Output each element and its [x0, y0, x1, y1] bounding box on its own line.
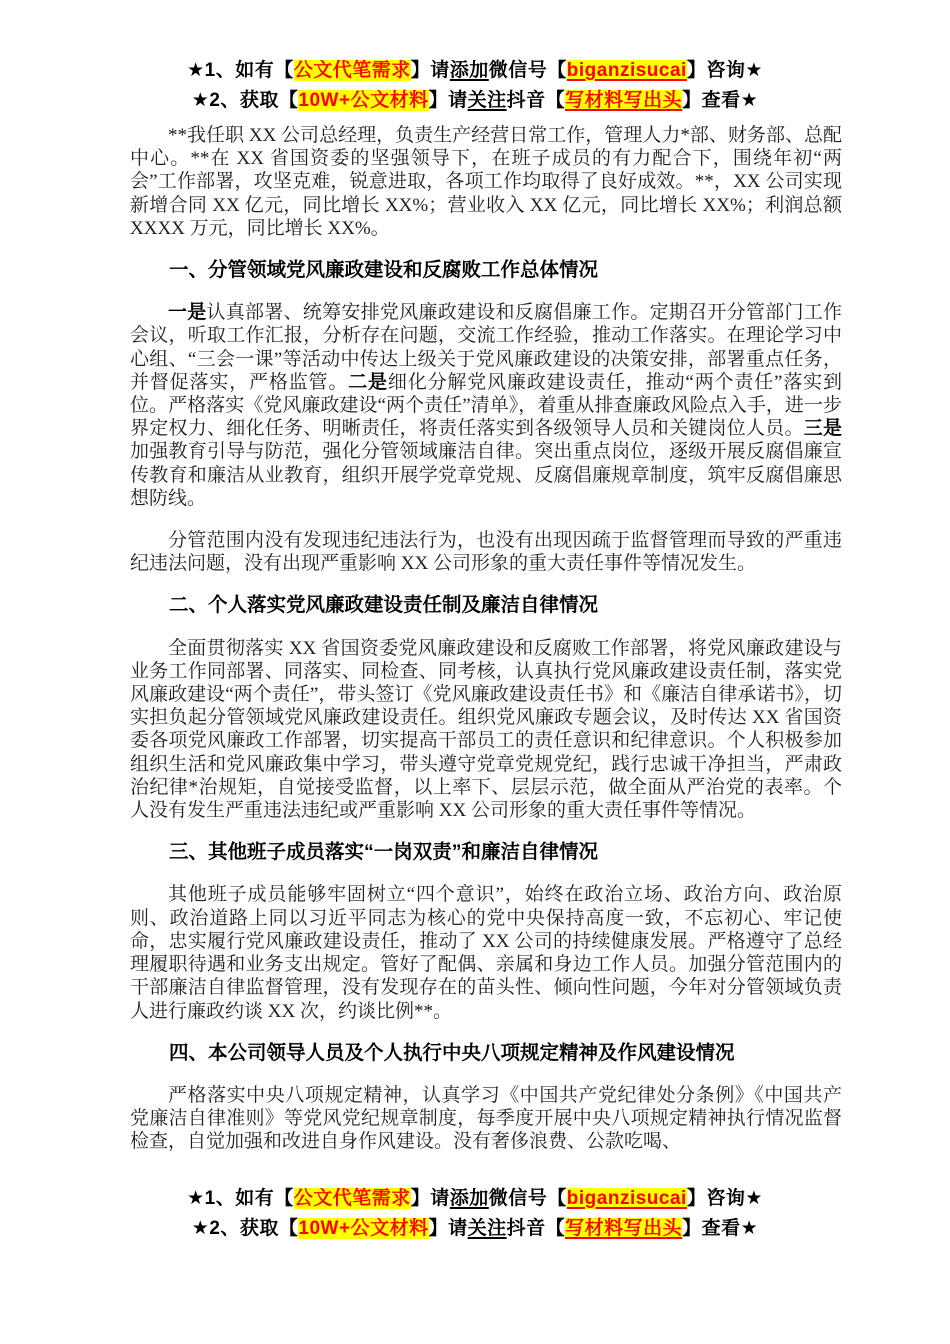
text-segment: ★2、获取【 — [191, 90, 299, 111]
text-segment: 三是 — [803, 418, 842, 440]
text-segment: 】请 — [428, 90, 468, 111]
text-segment: 写材料写出头 — [565, 1217, 683, 1239]
text-segment: 】查看★ — [682, 90, 759, 111]
text-segment: 三、其他班子成员落实“一岗双责”和廉洁自律情况 — [169, 841, 599, 864]
ad-banner-top — [0, 0, 950, 116]
text-segment: ★2、获取【 — [191, 1217, 299, 1239]
text-segment: 】咨询★ — [686, 60, 763, 81]
text-segment: 认真部署、统筹安排党风廉政建设和反腐倡廉工作。定期召开分管部门工作会议，听取工作汇报，分析存在问题，交流工作经验，推动工作落实。在理论学习中心组、“三会一课”等活动中传达上级关于党风廉政建设的决策安排，部署重点任务，并督促落实，严格监管。 — [130, 302, 842, 393]
text-segment: 】请 — [428, 1217, 468, 1239]
text-segment: 】请 — [410, 1187, 450, 1209]
ad-banner-bottom-line-1 — [0, 1184, 950, 1214]
text-segment: 一是 — [168, 302, 207, 324]
text-segment: 抖音【 — [506, 1217, 566, 1239]
section-heading-3 — [130, 841, 842, 864]
text-segment: biganzisucai — [566, 60, 687, 81]
text-segment: ★1、如有【 — [187, 60, 294, 81]
paragraph-intro — [130, 124, 847, 240]
section-heading-1 — [130, 259, 842, 282]
text-segment: 抖音【 — [506, 90, 566, 111]
text-segment: 二、个人落实党风廉政建设责任制及廉洁自律情况 — [169, 594, 599, 617]
text-segment: 其他班子成员能够牢固树立“四个意识”，始终在政治立场、政治方向、政治原则、政治道路上同以习近平同志为核心的党中央保持高度一致，不忘初心、牢记使命，忠实履行党风廉政建设责任，推动了 XX 公司的持续健康发展。严格遵守了总经理履职待遇和业务支出规定。管好了配偶、亲属和身边工作人员。加强分管范围内的干部廉洁自律监督管理，没有发现存在的苗头性、倾向性问题，今年对分管领域负责人进行廉政约谈 XX 次，约谈比例**。 — [130, 884, 842, 1022]
section-heading-2 — [130, 594, 842, 617]
ad-banner-bottom-line-2 — [0, 1214, 950, 1244]
ad-banner-top-line-2 — [0, 86, 950, 116]
text-segment: 一、分管领域党风廉政建设和反腐败工作总体情况 — [169, 259, 599, 282]
text-segment: 微信号【 — [488, 60, 567, 81]
text-segment: 严格落实中央八项规定精神，认真学习《中国共产党纪律处分条例》《中国共产党廉洁自律准则》等党风党纪规章制度，每季度开展中央八项规定精神执行情况监督检查，自觉加强和改进自身作风建设。没有奢侈浪费、公款吃喝、 — [130, 1084, 842, 1153]
text-segment: 】查看★ — [682, 1217, 759, 1239]
paragraph-section-3 — [130, 883, 842, 1022]
text-segment: 10W+公文材料 — [298, 1217, 429, 1239]
text-segment: 】咨询★ — [686, 1187, 763, 1209]
ad-banner-bottom — [0, 1184, 950, 1244]
text-segment: 二是 — [348, 371, 388, 393]
text-segment: 关注 — [467, 1217, 507, 1239]
ad-banner-top-line-1 — [0, 56, 950, 86]
text-segment: 全面贯彻落实 XX 省国资委党风廉政建设和反腐败工作部署，将党风廉政建设与业务工作同部署、同落实、同检查、同考核，认真执行党风廉政建设责任制，落实党风廉政建设“两个责任”，带头签订《党风廉政建设责任书》和《廉洁自律承诺书》，切实担负起分管领域党风廉政建设责任。组织党风廉政专题会议，及时传达 XX 省国资委各项党风廉政工作部署，切实提高干部员工的责任意识和纪律意识。个人积极参加组织生活和党风廉政集中学习，带头遵守党章党规党纪，践行忠诚干净担当，严肃政治纪律*治规矩，自觉接受监督，以上率下、层层示范，做全面从严治党的表率。个人没有发生严重违法违纪或严重影响 XX 公司形象的重大责任事件等情况。 — [130, 637, 842, 822]
paragraph-section-4 — [130, 1084, 842, 1154]
text-segment: 公文代笔需求 — [293, 1187, 411, 1209]
text-segment: 公文代笔需求 — [293, 60, 411, 81]
text-segment: 添加 — [449, 60, 489, 81]
text-segment: **我任职 XX 公司总经理，负责生产经营日常工作，管理人力*部、财务部、总配中心。**在 XX 省国资委的坚强领导下，在班子成员的有力配合下，围绕年初“两会”工作部署，攻坚克难，锐意进取，各项工作均取得了良好成效。**，XX 公司实现新增合同 XX 亿元，同比增长 XX%；营业收入 XX 亿元，同比增长 XX%；利润总额 XXXX 万元，同比增长 XX%。 — [130, 125, 847, 239]
text-segment: 四、本公司领导人员及个人执行中央八项规定精神及作风建设情况 — [169, 1041, 735, 1064]
text-segment: 写材料写出头 — [565, 90, 683, 111]
paragraph-section-1-measures — [130, 301, 842, 510]
text-segment: 微信号【 — [488, 1187, 567, 1209]
text-segment: biganzisucai — [566, 1187, 687, 1209]
text-segment: 分管范围内没有发现违纪违法行为，也没有出现因疏于监督管理而导致的严重违纪违法问题，没有出现严重影响 XX 公司形象的重大责任事件等情况发生。 — [130, 530, 842, 575]
text-segment: 10W+公文材料 — [298, 90, 429, 111]
text-segment: 加强教育引导与防范，强化分管领域廉洁自律。突出重点岗位，逐级开展反腐倡廉宣传教育和廉洁从业教育，组织开展学党章党规、反腐倡廉规章制度，筑牢反腐倡廉思想防线。 — [130, 441, 842, 509]
section-heading-4 — [130, 1042, 842, 1065]
text-segment: 细化分解党风廉政建设责任，推动“两个责任”落实到位。严格落实《党风廉政建设“两个责任”清单》，着重从排查廉政风险点入手，进一步界定权力、细化任务、明晰责任，将责任落实到各级领导人员和关键岗位人员。 — [130, 371, 842, 440]
document-body — [130, 124, 847, 1154]
text-segment: 添加 — [449, 1187, 489, 1209]
paragraph-section-1-result — [130, 529, 842, 575]
text-segment: ★1、如有【 — [187, 1187, 294, 1209]
paragraph-section-2 — [130, 637, 842, 823]
text-segment: 关注 — [467, 90, 507, 111]
text-segment: 】请 — [410, 60, 450, 81]
